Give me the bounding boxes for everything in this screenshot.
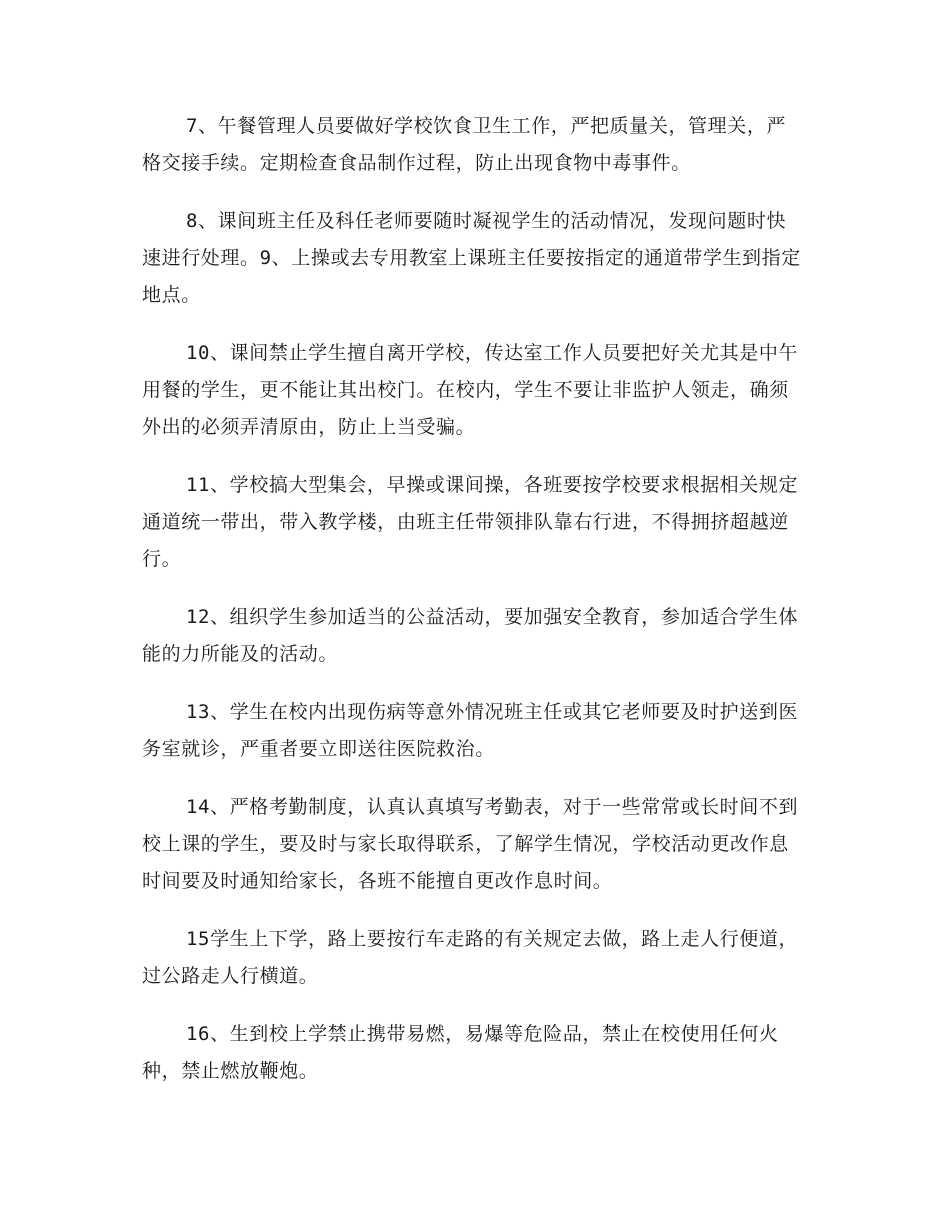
paragraph-14: 14、严格考勤制度，认真认真填写考勤表，对于一些常常或长时间不到校上课的学生，要及时与家长取得联系，了解学生情况，学校活动更改作息时间要及时通知给家长，各班不能擅自更改作息时间。 — [142, 796, 799, 892]
paragraph-15: 15学生上下学，路上要按行车走路的有关规定去做，路上走人行便道，过公路走人行横道。 — [142, 928, 799, 987]
document-body — [142, 108, 802, 1111]
paragraph-12: 12、组织学生参加适当的公益活动，要加强安全教育，参加适合学生体能的力所能及的活动。 — [142, 606, 799, 665]
paragraph-8-9: 8、课间班主任及科任老师要随时凝视学生的活动情况，发现问题时快速进行处理。9、上操或去专用教室上课班主任要按指定的通道带学生到指定地点。 — [142, 210, 801, 306]
paragraph-10: 10、课间禁止学生擅自离开学校，传达室工作人员要把好关尤其是中午用餐的学生，更不能让其出校门。在校内，学生不要让非监护人领走，确须外出的必须弄清原由，防止上当受骗。 — [142, 342, 799, 438]
paragraph-13: 13、学生在校内出现伤病等意外情况班主任或其它老师要及时护送到医务室就诊，严重者要立即送往医院救治。 — [142, 701, 799, 760]
paragraph-7: 7、午餐管理人员要做好学校饮食卫生工作，严把质量关，管理关，严格交接手续。定期检查食品制作过程，防止出现食物中毒事件。 — [142, 115, 787, 174]
paragraph-11: 11、学校搞大型集会，早操或课间操，各班要按学校要求根据相关规定通道统一带出，带入教学楼，由班主任带领排队靠右行进，不得拥挤超越逆行。 — [142, 474, 799, 570]
paragraph-16: 16、生到校上学禁止携带易燃，易爆等危险品，禁止在校使用任何火种，禁止燃放鞭炮。 — [142, 1023, 779, 1082]
